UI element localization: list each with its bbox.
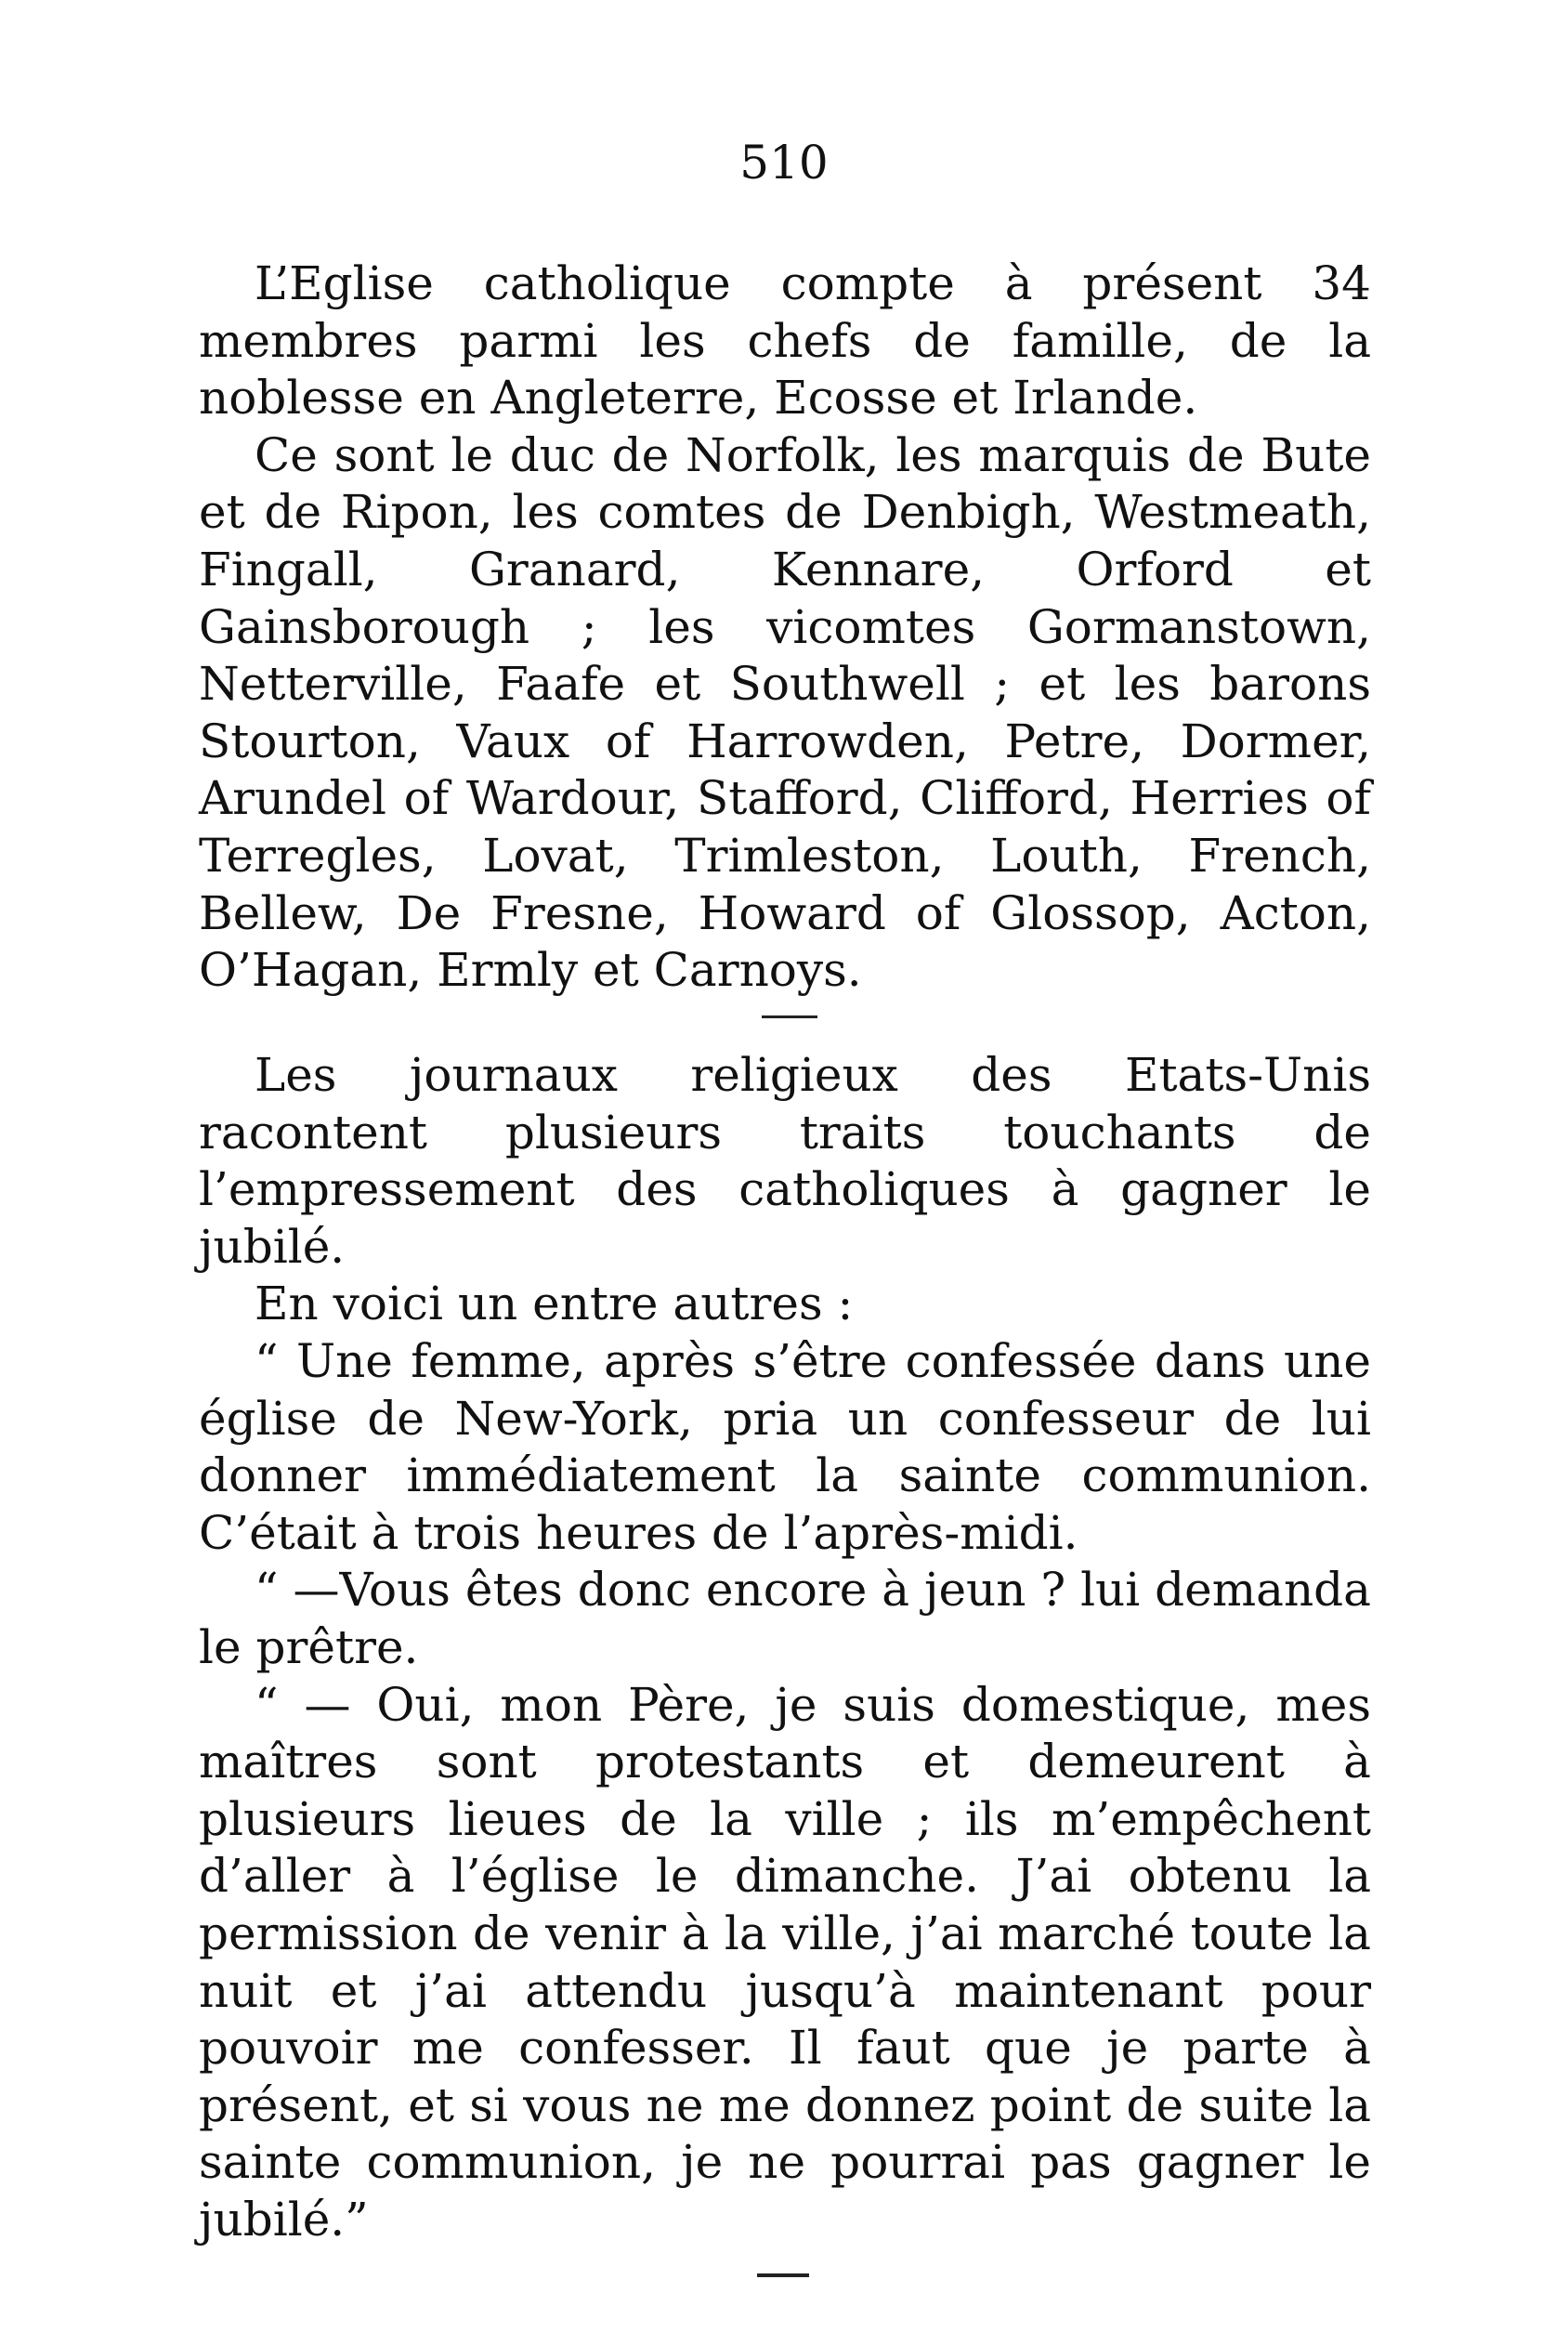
section-divider (762, 1015, 817, 1018)
paragraph: Les journaux religieux des Etats-Unis racontent plusieurs traits touchants de l’empressement des catholiques à gagner le jubilé. (199, 1048, 1371, 1274)
paragraph: Ce sont le duc de Norfolk, les marquis de Bute et de Ripon, les comtes de Denbigh, Westmeath, Fingall, Granard, Kennare, Orford et Gainsborough ; les vicomtes Gormanstown, Netterville, Faafe et Southwell ; et les barons Stourton, Vaux of Harrowden, Petre, Dormer, Arundel of Wardour, Stafford, Clifford, Herries of Terregles, Lovat, Trimleston, Louth, French, Bellew, De Fresne, Howard of Glossop, Acton, O’Hagan, Ermly et Carnoys. (199, 427, 1371, 998)
paragraph: “ — Oui, mon Père, je suis domestique, mes maîtres sont protestants et demeurent à plusieurs lieues de la ville ; ils m’empêchent d’aller à l’église le dimanche. J’ai obtenu la permission de venir à la ville, j’ai marché toute la nuit et j’ai attendu jusqu’à maintenant pour pouvoir me confesser. Il faut que je parte à présent, et si vous ne me donnez point de suite la sainte communion, je ne pourrai pas gagner le jubilé.” (199, 1677, 1371, 2247)
paragraph: “ —Vous êtes donc encore à jeun ? lui demanda le prêtre. (199, 1563, 1371, 1674)
article-jubilee (199, 1047, 1371, 2248)
paragraph: “ Une femme, après s’être confessée dans une église de New-York, pria un confesseur de lui donner immédiatement la sainte communion. C’était à trois heures de l’après-midi. (199, 1333, 1371, 1560)
paragraph: En voici un entre autres : (255, 1277, 854, 1331)
paragraph: L’Eglise catholique compte à présent 34 membres parmi les chefs de famille, de la noblesse en Angleterre, Ecosse et Irlande. (199, 256, 1371, 426)
page-number: 510 (739, 136, 829, 190)
article-nobility (199, 255, 1371, 1000)
end-divider (757, 2273, 809, 2277)
